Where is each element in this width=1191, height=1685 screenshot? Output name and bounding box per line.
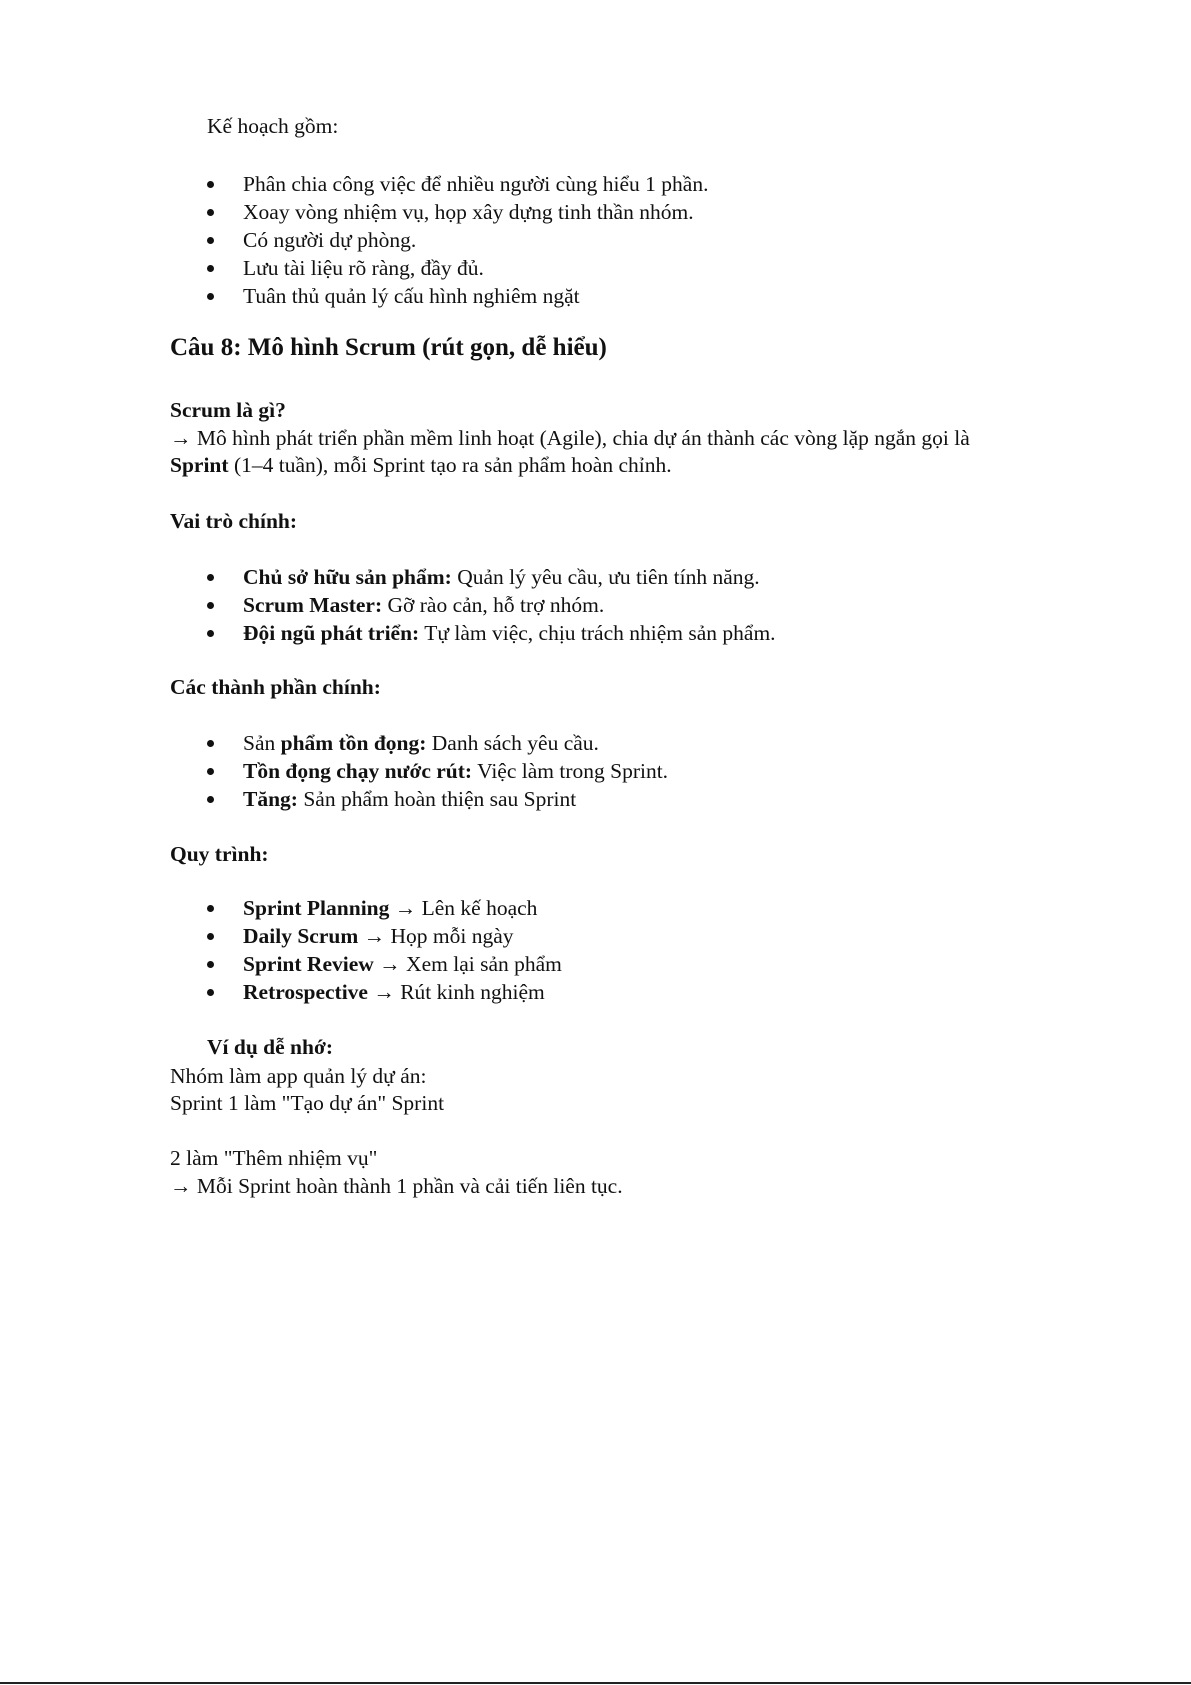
bullet-icon [207, 209, 214, 216]
list-item: Có người dự phòng. [0, 226, 708, 254]
list-item: Tuân thủ quản lý cấu hình nghiêm ngặt [0, 282, 708, 310]
bullet-icon [207, 768, 214, 775]
list-item: Daily Scrum → Họp mỗi ngày [0, 922, 562, 950]
list-item: Sản phẩm tồn đọng: Danh sách yêu cầu. [0, 729, 668, 757]
bullet-icon [207, 989, 214, 996]
page-bottom-border [0, 1682, 1191, 1684]
components-title: Các thành phần chính: [170, 675, 381, 699]
bullet-icon [207, 630, 214, 637]
list-item: Tăng: Sản phẩm hoàn thiện sau Sprint [0, 785, 668, 813]
section-heading: Câu 8: Mô hình Scrum (rút gọn, dễ hiểu) [170, 334, 607, 361]
example-title: Ví dụ dễ nhớ: [207, 1035, 334, 1059]
what-is-line1: → Mô hình phát triển phần mềm linh hoạt (Agile), chia dự án thành các vòng lặp ngắn gọi là [170, 426, 970, 450]
list-item: Sprint Planning → Lên kế hoạch [0, 894, 562, 922]
list-item: Chủ sở hữu sản phẩm: Quản lý yêu cầu, ưu tiên tính năng. [0, 563, 776, 591]
bullet-icon [207, 933, 214, 940]
what-is-line2: Sprint (1–4 tuần), mỗi Sprint tạo ra sản phẩm hoàn chỉnh. [170, 453, 672, 477]
list-item: Retrospective → Rút kinh nghiệm [0, 978, 562, 1006]
what-is-title: Scrum là gì? [170, 398, 286, 422]
process-title: Quy trình: [170, 842, 269, 866]
sprint-term: Sprint [170, 453, 229, 477]
bullet-icon [207, 796, 214, 803]
bullet-icon [207, 740, 214, 747]
roles-list [0, 563, 776, 647]
plan-list [0, 170, 708, 310]
process-list [0, 894, 562, 1006]
bullet-icon [207, 293, 214, 300]
list-item: Sprint Review → Xem lại sản phẩm [0, 950, 562, 978]
bullet-icon [207, 961, 214, 968]
bullet-icon [207, 237, 214, 244]
bullet-icon [207, 574, 214, 581]
list-item: Phân chia công việc để nhiều người cùng hiểu 1 phần. [0, 170, 708, 198]
list-item: Scrum Master: Gỡ rào cản, hỗ trợ nhóm. [0, 591, 776, 619]
components-list [0, 729, 668, 813]
list-item: Tồn đọng chạy nước rút: Việc làm trong Sprint. [0, 757, 668, 785]
bullet-icon [207, 602, 214, 609]
bullet-icon [207, 905, 214, 912]
list-item: Đội ngũ phát triển: Tự làm việc, chịu trách nhiệm sản phẩm. [0, 619, 776, 647]
roles-title: Vai trò chính: [170, 509, 298, 533]
example-line: 2 làm "Thêm nhiệm vụ" [170, 1146, 378, 1170]
example-line: → Mỗi Sprint hoàn thành 1 phần và cải tiến liên tục. [170, 1174, 623, 1198]
bullet-icon [207, 181, 214, 188]
list-item: Lưu tài liệu rõ ràng, đầy đủ. [0, 254, 708, 282]
example-line: Nhóm làm app quản lý dự án: [170, 1064, 427, 1088]
list-item: Xoay vòng nhiệm vụ, họp xây dựng tinh thần nhóm. [0, 198, 708, 226]
plan-intro: Kế hoạch gồm: [207, 114, 339, 138]
bullet-icon [207, 265, 214, 272]
example-line: Sprint 1 làm "Tạo dự án" Sprint [170, 1091, 445, 1115]
